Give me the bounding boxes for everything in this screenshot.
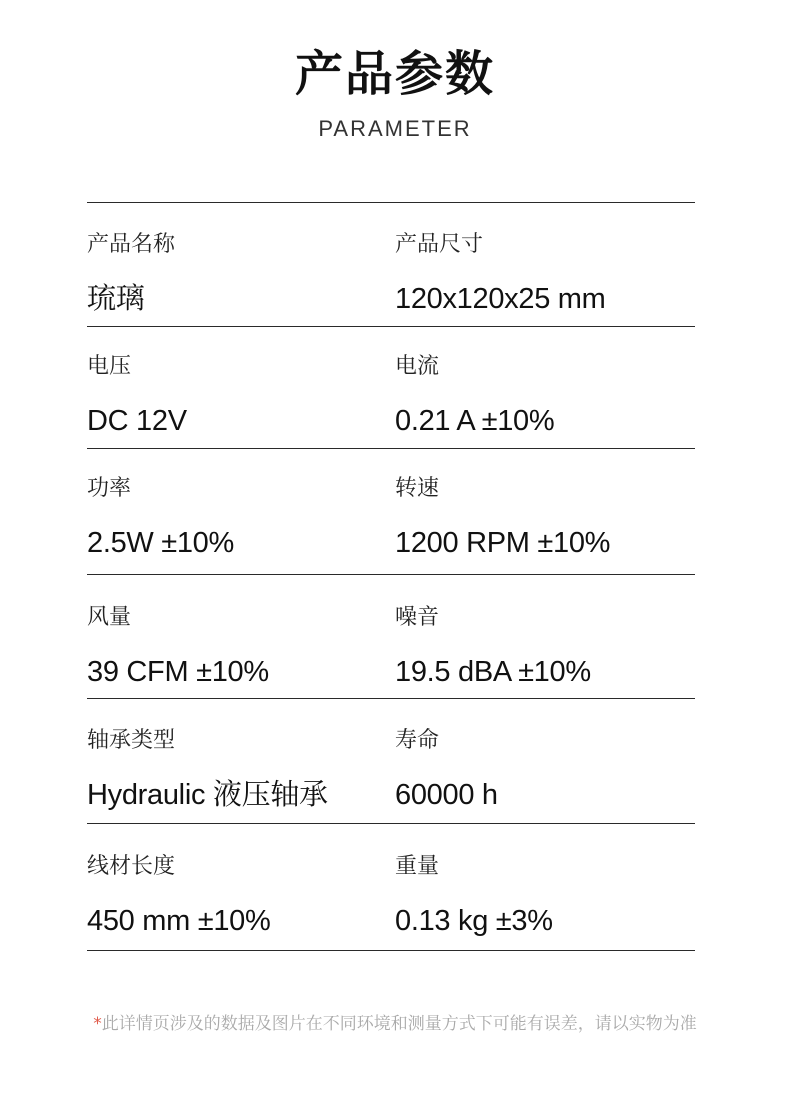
table-divider: [87, 448, 695, 449]
param-value: 60000 h: [395, 779, 498, 811]
param-label: 寿命: [395, 728, 440, 753]
param-label: 产品名称: [87, 232, 176, 257]
param-cell: [395, 230, 695, 318]
param-label: 电压: [87, 354, 132, 379]
asterisk-mark: *: [93, 1014, 102, 1034]
page-title: 产品参数: [294, 46, 495, 102]
param-cell: [87, 474, 387, 562]
param-value: DC 12V: [87, 405, 187, 437]
table-divider: [87, 950, 695, 951]
param-value: 39 CFM ±10%: [87, 656, 269, 688]
param-cell: [87, 852, 387, 940]
param-cell: [87, 726, 387, 814]
param-cell: [395, 852, 695, 940]
param-value: 琉璃: [87, 283, 145, 315]
param-value: 1200 RPM ±10%: [395, 527, 611, 559]
param-label: 转速: [395, 476, 440, 501]
table-divider: [87, 574, 695, 575]
param-label: 电流: [395, 354, 440, 379]
param-value: 120x120x25 mm: [395, 283, 606, 315]
param-cell: [395, 603, 695, 691]
table-divider: [87, 202, 695, 203]
param-label: 风量: [87, 605, 132, 630]
table-divider: [87, 326, 695, 327]
param-value: 450 mm ±10%: [87, 905, 271, 937]
table-divider: [87, 823, 695, 824]
disclaimer-text: 此详情页涉及的数据及图片在不同环境和测量方式下可能有误差，请以实物为准: [101, 1014, 697, 1034]
param-value: 0.13 kg ±3%: [395, 905, 553, 937]
param-cell: [87, 230, 387, 318]
disclaimer-note: [0, 1011, 790, 1037]
param-label: 轴承类型: [87, 728, 176, 753]
page-subtitle: PARAMETER: [318, 116, 472, 141]
param-cell: [87, 352, 387, 440]
param-cell: [395, 726, 695, 814]
param-label: 产品尺寸: [395, 232, 484, 257]
param-label: 线材长度: [87, 854, 176, 879]
param-cell: [395, 474, 695, 562]
param-cell: [395, 352, 695, 440]
table-divider: [87, 698, 695, 699]
param-value: 2.5W ±10%: [87, 527, 235, 559]
param-value: Hydraulic 液压轴承: [87, 779, 328, 811]
param-value: 19.5 dBA ±10%: [395, 656, 591, 688]
param-cell: [87, 603, 387, 691]
param-label: 噪音: [395, 605, 440, 630]
param-label: 重量: [395, 854, 440, 879]
param-value: 0.21 A ±10%: [395, 405, 555, 437]
param-label: 功率: [87, 476, 132, 501]
